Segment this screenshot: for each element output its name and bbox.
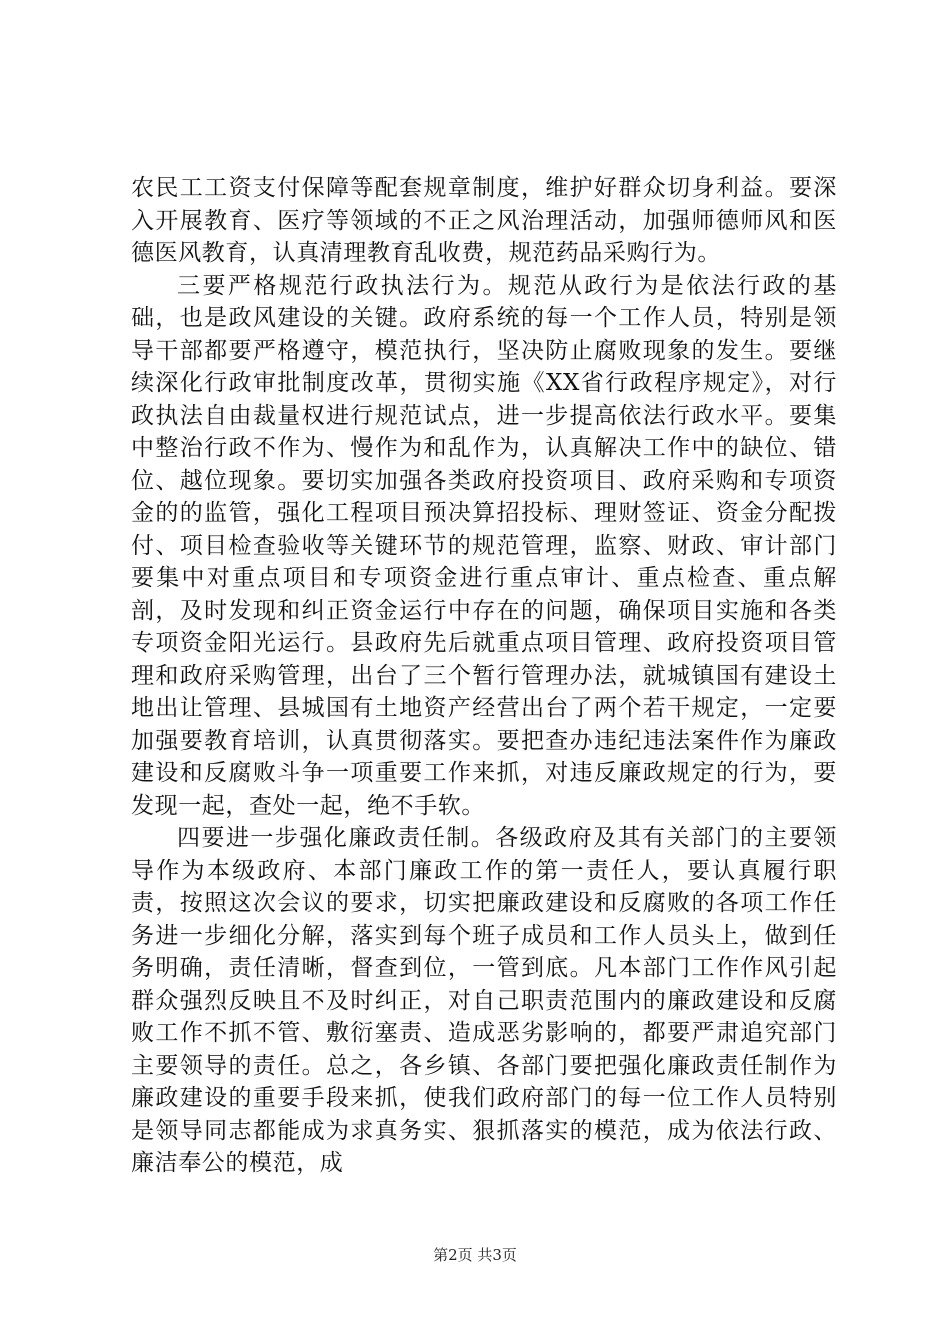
paragraph-section-four: 四要进一步强化廉政责任制。各级政府及其有关部门的主要领导作为本级政府、本部门廉政工作的第一责任人，要认真履行职责，按照这次会议的要求，切实把廉政建设和反腐败的各项工作任务进一步细化分解，落实到每个班子成员和工作人员头上，做到任务明确，责任清晰，督查到位，一管到底。凡本部门工作作风引起群众强烈反映且不及时纠正，对自己职责范围内的廉政建设和反腐败工作不抓不管、敷衍塞责、造成恶劣影响的，都要严肃追究部门主要领导的责任。总之，各乡镇、各部门要把强化廉政责任制作为廉政建设的重要手段来抓，使我们政府部门的每一位工作人员特别是领导同志都能成为求真务实、狠抓落实的模范，成为依法行政、廉洁奉公的模范，成 <box>131 825 837 1176</box>
document-body <box>131 172 837 1180</box>
page-number-footer: 第2页 共3页 <box>433 1246 517 1264</box>
paragraph-continuation: 农民工工资支付保障等配套规章制度，维护好群众切身利益。要深入开展教育、医疗等领域的不正之风治理活动，加强师德师风和医德医风教育，认真清理教育乱收费，规范药品采购行为。 <box>131 175 837 266</box>
paragraph-section-three: 三要严格规范行政执法行为。规范从政行为是依法行政的基础，也是政风建设的关键。政府系统的每一个工作人员，特别是领导干部都要严格遵守，模范执行，坚决防止腐败现象的发生。要继续深化行政审批制度改革，贯彻实施《XX省行政程序规定》，对行政执法自由裁量权进行规范试点，进一步提高依法行政水平。要集中整治行政不作为、慢作为和乱作为，认真解决工作中的缺位、错位、越位现象。要切实加强各类政府投资项目、政府采购和专项资金的的监管，强化工程项目预决算招投标、理财签证、资金分配拨付、项目检查验收等关键环节的规范管理，监察、财政、审计部门要集中对重点项目和专项资金进行重点审计、重点检查、重点解剖，及时发现和纠正资金运行中存在的问题，确保项目实施和各类专项资金阳光运行。县政府先后就重点项目管理、政府投资项目管理和政府采购管理，出台了三个暂行管理办法，就城镇国有建设土地出让管理、县城国有土地资产经营出台了两个若干规定，一定要加强要教育培训，认真贯彻落实。要把查办违纪违法案件作为廉政建设和反腐败斗争一项重要工作来抓，对违反廉政规定的行为，要发现一起，查处一起，绝不手软。 <box>131 272 837 819</box>
